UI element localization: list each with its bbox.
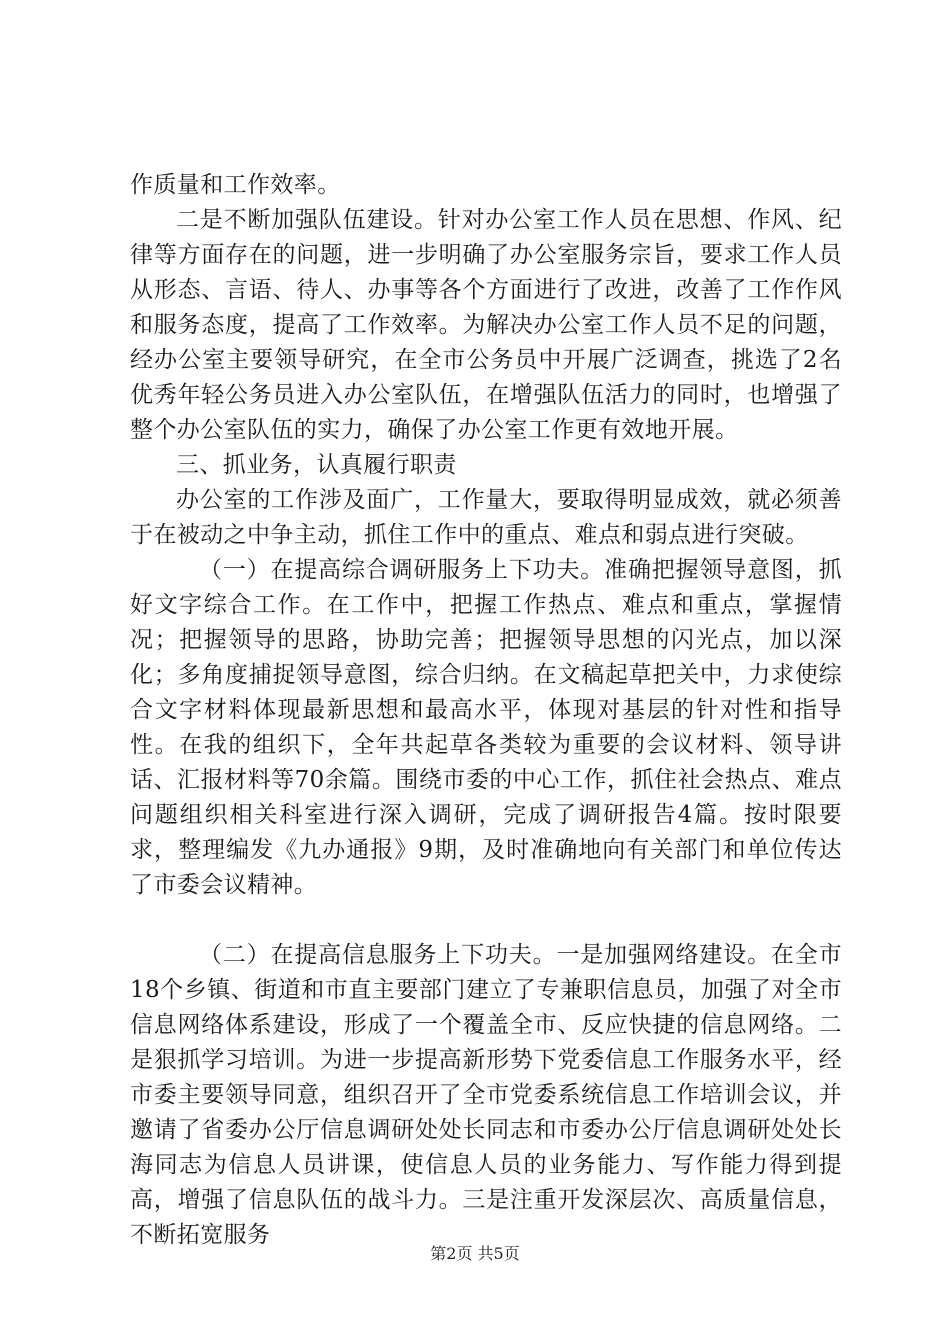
- page-number-footer: 第2页 共5页: [430, 1244, 520, 1263]
- document-body: [130, 168, 842, 1253]
- paragraph-continuation: 作质量和工作效率。: [130, 172, 341, 198]
- section-heading-business: 三、抓业务，认真履行职责: [176, 452, 457, 478]
- paragraph-office-work: 办公室的工作涉及面广，工作量大，要取得明显成效，就必须善于在被动之中争主动，抓住工作中的重点、难点和弱点进行突破。: [130, 487, 842, 548]
- paragraph-research-service: （一）在提高综合调研服务上下功夫。准确把握领导意图，抓好文字综合工作。在工作中，把握工作热点、难点和重点，掌握情况；把握领导的思路，协助完善；把握领导思想的闪光点，加以深化；多角度捕捉领导意图，综合归纳。在文稿起草把关中，力求使综合文字材料体现最新思想和最高水平，体现对基层的针对性和指导性。在我的组织下，全年共起草各类较为重要的会议材料、领导讲话、汇报材料等70余篇。围绕市委的中心工作，抓住社会热点、难点问题组织相关科室进行深入调研，完成了调研报告4篇。按时限要求，整理编发《九办通报》9期，及时准确地向有关部门和单位传达了市委会议精神。: [130, 557, 842, 898]
- paragraph-team-building: 二是不断加强队伍建设。针对办公室工作人员在思想、作风、纪律等方面存在的问题，进一步明确了办公室服务宗旨，要求工作人员从形态、言语、待人、办事等各个方面进行了改进，改善了工作作风和服务态度，提高了工作效率。为解决办公室工作人员不足的问题，经办公室主要领导研究，在全市公务员中开展广泛调查，挑选了2名优秀年轻公务员进入办公室队伍，在增强队伍活力的同时，也增强了整个办公室队伍的实力，确保了办公室工作更有效地开展。: [130, 207, 842, 443]
- paragraph-information-service: （二）在提高信息服务上下功夫。一是加强网络建设。在全市18个乡镇、街道和市直主要部门建立了专兼职信息员，加强了对全市信息网络体系建设，形成了一个覆盖全市、反应快捷的信息网络。二是狠抓学习培训。为进一步提高新形势下党委信息工作服务水平，经市委主要领导同意，组织召开了全市党委系统信息工作培训会议，并邀请了省委办公厅信息调研处处长同志和市委办公厅信息调研处处长海同志为信息人员讲课，使信息人员的业务能力、写作能力得到提高，增强了信息队伍的战斗力。三是注重开发深层次、高质量信息，不断拓宽服务: [130, 942, 842, 1248]
